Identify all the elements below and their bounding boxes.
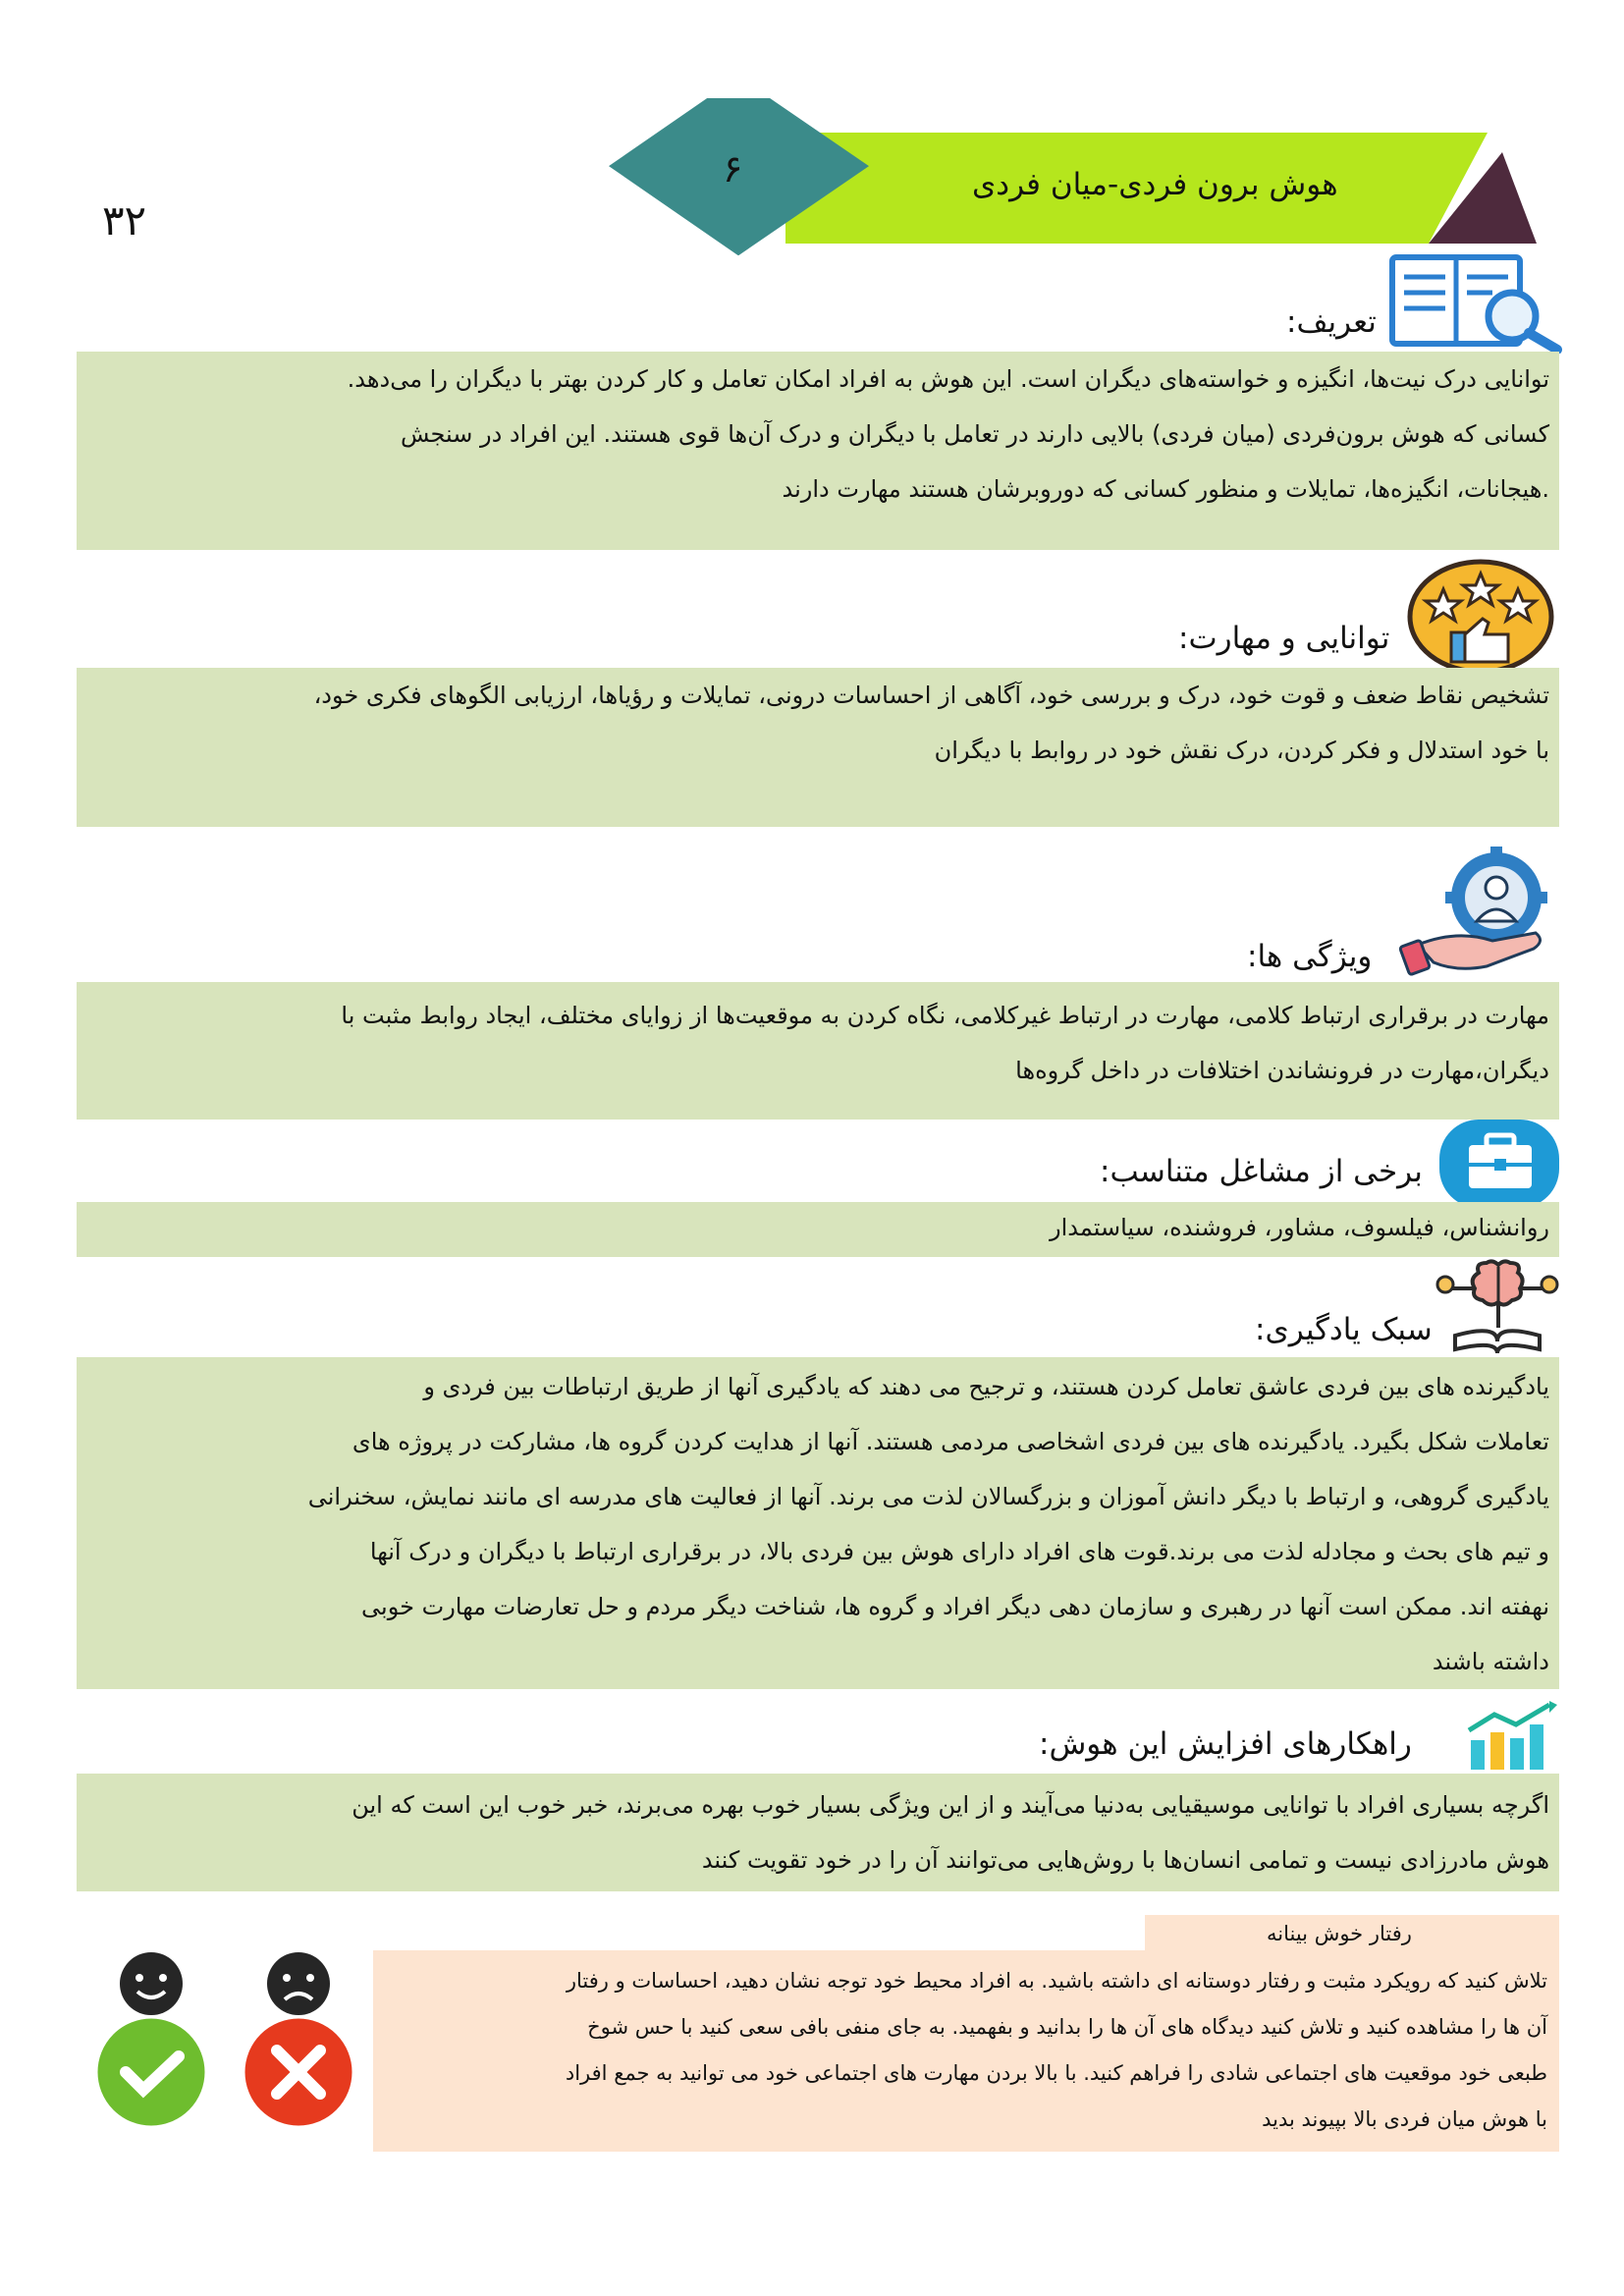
chapter-number: ۶ bbox=[723, 147, 743, 191]
hand-gear-person-icon bbox=[1398, 847, 1557, 980]
definition-line: کسانی که هوش برون‌فردی (میان فردی) بالایی دارند در تعامل با دیگران و درک آن‌ها قوی هستند. این افراد در سنجش bbox=[400, 420, 1549, 448]
jobs-box bbox=[77, 1202, 1559, 1257]
definition-title: تعریف: bbox=[1286, 304, 1377, 340]
jobs-line: روانشناس، فیلسوف، مشاور، فروشنده، سیاستمدار bbox=[1050, 1214, 1549, 1241]
jobs-title: برخی از مشاغل متناسب: bbox=[1100, 1154, 1423, 1189]
features-line: دیگران،مهارت در فرونشاندن اختلافات در داخل گروه‌ها bbox=[1015, 1057, 1549, 1084]
growth-chart-icon bbox=[1465, 1701, 1559, 1772]
learning-line: داشته باشند bbox=[1432, 1648, 1549, 1675]
features-line: مهارت در برقراری ارتباط کلامی، مهارت در ارتباط غیرکلامی، نگاه کردن به موقعیت‌ها از زوایای مختلف، ایجاد روابط مثبت با bbox=[341, 1002, 1549, 1029]
learning-line: نهفته اند. ممکن است آنها در رهبری و سازمان دهی دیگر افراد و گروه ها، شناخت دیگر مردم و حل تعارضات مهارت خوبی bbox=[361, 1593, 1549, 1620]
tip-title: رفتار خوش بینانه bbox=[1267, 1922, 1412, 1945]
learning-line: و تیم های بحث و مجادله لذت می برند.قوت های افراد دارای هوش بین فردی بالا، در برقراری ارتباط با دیگران و درک آنها bbox=[369, 1538, 1549, 1565]
abilities-title: توانایی و مهارت: bbox=[1178, 621, 1390, 656]
tip-line: تلاش کنید که رویکرد مثبت و رفتار دوستانه ای داشته باشید. به افراد محیط خود توجه نشان دهید، احساسات و رفتار bbox=[566, 1969, 1547, 1993]
learning-line: تعاملات شکل بگیرد. یادگیرنده های بین فردی اشخاصی مردمی هستند. آنها از هدایت کردن گروه ها، مشارکت در پروژه های bbox=[352, 1428, 1549, 1455]
tip-line: با هوش میان فردی بالا بپیوند بدید bbox=[1262, 2107, 1547, 2131]
brain-book-icon bbox=[1435, 1259, 1559, 1353]
definition-box bbox=[77, 352, 1559, 550]
learning-title: سبک یادگیری: bbox=[1255, 1312, 1433, 1347]
page-number: ۳۲ bbox=[102, 196, 147, 245]
tip-line: طبعی خود موقعیت های اجتماعی شادی را فراهم کنید. با بالا بردن مهارت های اجتماعی خود می توانید به جمع افراد bbox=[565, 2061, 1547, 2085]
features-title: ویژگی ها: bbox=[1247, 939, 1373, 974]
strategies-box bbox=[77, 1774, 1559, 1891]
learning-line: یادگیری گروهی، و ارتباط با دیگر دانش آموزان و بزرگسالان لذت می برند. آنها از فعالیت های مدرسه ای مانند نمایش، سخنرانی bbox=[307, 1483, 1549, 1510]
definition-line: توانایی درک نیت‌ها، انگیزه و خواسته‌های دیگران است. این هوش به افراد امکان تعامل و کار کردن بهتر با دیگران را می‌دهد. bbox=[347, 365, 1549, 393]
happy-person-check-icon bbox=[81, 1950, 222, 2127]
tip-box bbox=[373, 1950, 1559, 2152]
strategies-title: راهکارهای افزایش این هوش: bbox=[1039, 1726, 1412, 1762]
learning-box bbox=[77, 1357, 1559, 1689]
abilities-line: تشخیص نقاط ضعف و قوت خود، درک و بررسی خود، آگاهی از احساسات درونی، تمایلات و رؤیاها، ارزیابی الگوهای فکری خود، bbox=[313, 682, 1549, 709]
strategies-line: هوش مادرزادی نیست و تمامی انسان‌ها با روش‌هایی می‌توانند آن را در خود تقویت کنند bbox=[701, 1846, 1549, 1874]
features-box bbox=[77, 982, 1559, 1120]
learning-line: یادگیرنده های بین فردی عاشق تعامل کردن هستند، و ترجیح می دهند که یادگیری آنها از طریق ارتباطات بین فردی و bbox=[423, 1373, 1549, 1400]
definition-line: .هیجانات، انگیزه‌ها، تمایلات و منظور کسانی که دوروبرشان هستند مهارت دارند bbox=[782, 475, 1549, 503]
sad-person-cross-icon bbox=[228, 1950, 369, 2127]
stars-thumb-icon bbox=[1406, 556, 1555, 674]
abilities-box bbox=[77, 668, 1559, 827]
briefcase-icon bbox=[1439, 1120, 1559, 1208]
book-search-icon bbox=[1384, 251, 1565, 354]
chapter-title: هوش برون فردی-میان فردی bbox=[972, 167, 1338, 202]
abilities-line: با خود استدلال و فکر کردن، درک نقش خود در روابط با دیگران bbox=[934, 737, 1549, 764]
tip-line: آن ها را مشاهده کنید و تلاش کنید دیدگاه های آن ها را بدانید و بفهمید. به جای منفی بافی سعی کنید با حس شوخ bbox=[587, 2015, 1547, 2039]
strategies-line: اگرچه بسیاری افراد با توانایی موسیقیایی به‌دنیا می‌آیند و از این ویژگی بسیار خوب بهره می‌برند، خبر خوب این است که این bbox=[352, 1791, 1549, 1819]
